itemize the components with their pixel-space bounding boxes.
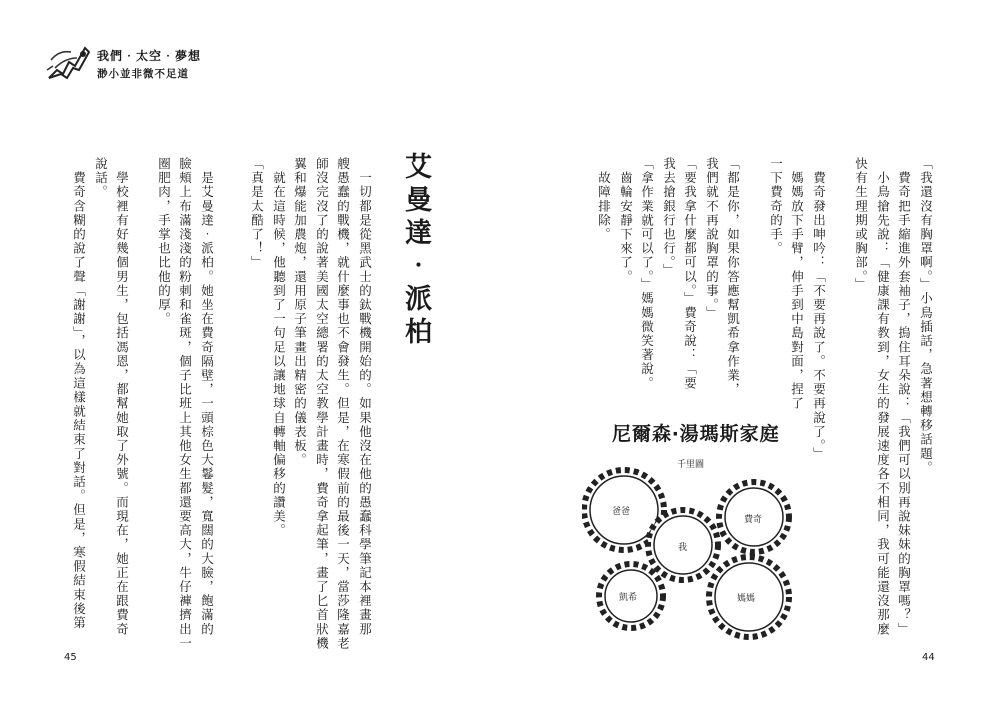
text-column: 圈肥肉，手掌也比他的厚。	[156, 157, 172, 327]
text-column: 快有生理期或胸部。」	[853, 157, 869, 292]
text-column: 費奇含糊的說了聲「謝謝」，以為這樣就結束了對話。但是，寒假結束後第	[71, 157, 87, 631]
text-column: 小鳥搶先說：「健康課有教到，女生的發展速度各不相同，我可能還沒那麼	[875, 157, 891, 637]
page-number: 44	[922, 652, 935, 663]
series-title: 我們‧太空‧夢想	[97, 49, 202, 63]
text-column: 一切都是從黑武士的鈦戰機開始的。如果他沒在他的愚蠢科學筆記本裡畫那	[357, 157, 373, 637]
gear-label: 媽媽	[737, 594, 756, 604]
chapter-title: 艾曼達‧派柏	[400, 152, 431, 350]
text-column: 「拿作業就可以了。」媽媽微笑著說。	[639, 157, 655, 391]
rocket-logo-icon	[45, 40, 93, 84]
text-column: 我們就不再說胸罩的事。」	[704, 157, 720, 320]
page-number: 45	[64, 652, 77, 663]
text-column: 我去搶銀行也行。」	[661, 157, 677, 278]
text-column: 是艾曼達‧派柏。她坐在費奇隔壁，一頭棕色大鬈髮，寬闊的大臉，飽滿的	[199, 157, 215, 637]
text-column: 就在這時候，他聽到了一句足以讓地球自轉軸偏移的讚美。	[271, 157, 287, 538]
text-column: 「要我拿什麼都可以。」費奇說：「要	[682, 157, 698, 391]
text-column: 說話。	[93, 157, 109, 200]
gear-label: 凱希	[619, 593, 638, 603]
family-gears-diagram	[582, 450, 807, 640]
text-column: 「真是太酷了！」	[249, 157, 265, 270]
text-column: 一下費奇的手。	[768, 157, 784, 256]
text-column: 「我還沒有胸罩啊。」小鳥插話，急著想轉移話題。	[918, 157, 934, 476]
gear-label: 爸爸	[612, 507, 631, 517]
series-subtitle: 渺小並非微不足道	[97, 68, 189, 80]
text-column: 費奇發出呻吟：「不要再說了。不要再說了。」	[811, 157, 827, 461]
text-column: 師沒完沒了的說著美國太空總署的太空教學計畫時，費奇拿起筆，畫了匕首狀機	[314, 157, 330, 651]
text-column: 故障排除。	[596, 157, 612, 242]
diagram-title: 尼爾森‧湯瑪斯家庭	[612, 423, 780, 445]
gear-label: 費奇	[744, 515, 763, 525]
text-column: 「都是你，如果你答應幫凱希拿作業，	[725, 157, 741, 397]
text-column: 媽媽放下手臂，伸手到中島對面，捏了	[789, 157, 805, 411]
text-column: 學校裡有好幾個男生，包括馮恩，都幫她取了外號。而現在，她正在跟費奇	[114, 157, 130, 637]
text-column: 臉頰上布滿淺淺的粉刺和雀斑，個子比班上其他女生都還要高大，牛仔褲擠出一	[177, 157, 193, 651]
text-column: 齒輪安靜下來了。	[618, 157, 634, 284]
text-column: 翼和爆能加農炮，還用原子筆畫出精密的儀表板。	[292, 157, 308, 468]
text-column: 艘愚蠢的戰機，就什麼事也不會發生。但是，在寒假前的最後一天，當莎隆嘉老	[335, 157, 351, 651]
text-column: 費奇把手縮進外套袖子，摀住耳朵說：「我們可以別再說妹妹的胸罩嗎？」	[896, 157, 912, 637]
gear-label: 我	[678, 543, 688, 553]
diagram-caption: 千里圖	[677, 460, 705, 470]
